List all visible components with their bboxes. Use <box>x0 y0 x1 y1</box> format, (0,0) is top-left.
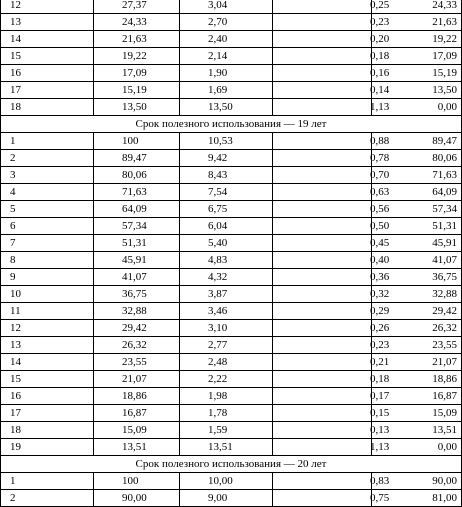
year-cell: 2 <box>1 490 94 507</box>
table-row <box>1 371 462 388</box>
table-row <box>1 201 462 218</box>
monthly-amount-cell: 0,23 <box>273 337 372 354</box>
year-cell: 16 <box>1 388 94 405</box>
year-cell: 15 <box>1 48 94 65</box>
year-cell: 1 <box>1 473 94 490</box>
year-cell: 4 <box>1 184 94 201</box>
table-row <box>1 405 462 422</box>
monthly-amount-cell: 0,88 <box>273 133 372 150</box>
start-value-cell: 27,37 <box>94 0 180 14</box>
table-row <box>1 269 462 286</box>
monthly-amount-cell: 0,63 <box>273 184 372 201</box>
start-value-cell: 15,19 <box>94 82 180 99</box>
table-row <box>1 218 462 235</box>
end-value-cell: 15,19 <box>372 65 462 82</box>
monthly-amount-cell: 0,32 <box>273 286 372 303</box>
annual-amount-cell: 9,42 <box>180 150 273 167</box>
monthly-amount-cell: 0,25 <box>273 0 372 14</box>
annual-amount-cell: 3,87 <box>180 286 273 303</box>
year-cell: 18 <box>1 422 94 439</box>
annual-amount-cell: 1,98 <box>180 388 273 405</box>
annual-amount-cell: 1,90 <box>180 65 273 82</box>
start-value-cell: 24,33 <box>94 14 180 31</box>
annual-amount-cell: 13,50 <box>180 99 273 116</box>
end-value-cell: 29,42 <box>372 303 462 320</box>
start-value-cell: 19,22 <box>94 48 180 65</box>
annual-amount-cell: 6,75 <box>180 201 273 218</box>
start-value-cell: 51,31 <box>94 235 180 252</box>
annual-amount-cell: 2,48 <box>180 354 273 371</box>
annual-amount-cell: 3,10 <box>180 320 273 337</box>
end-value-cell: 13,51 <box>372 422 462 439</box>
year-cell: 18 <box>1 99 94 116</box>
monthly-amount-cell: 0,16 <box>273 65 372 82</box>
end-value-cell: 0,00 <box>372 99 462 116</box>
annual-amount-cell: 9,00 <box>180 490 273 507</box>
year-cell: 15 <box>1 371 94 388</box>
monthly-amount-cell: 0,21 <box>273 354 372 371</box>
monthly-amount-cell: 0,78 <box>273 150 372 167</box>
table-row <box>1 184 462 201</box>
table-row <box>1 167 462 184</box>
year-cell: 12 <box>1 320 94 337</box>
start-value-cell: 100 <box>94 473 180 490</box>
start-value-cell: 32,88 <box>94 303 180 320</box>
end-value-cell: 51,31 <box>372 218 462 235</box>
year-cell: 11 <box>1 303 94 320</box>
end-value-cell: 81,00 <box>372 490 462 507</box>
table-row <box>1 235 462 252</box>
end-value-cell: 15,09 <box>372 405 462 422</box>
start-value-cell: 16,87 <box>94 405 180 422</box>
year-cell: 10 <box>1 286 94 303</box>
year-cell: 12 <box>1 0 94 14</box>
annual-amount-cell: 1,59 <box>180 422 273 439</box>
annual-amount-cell: 13,51 <box>180 439 273 456</box>
monthly-amount-cell: 0,56 <box>273 201 372 218</box>
monthly-amount-cell: 0,20 <box>273 31 372 48</box>
end-value-cell: 41,07 <box>372 252 462 269</box>
section-heading: Срок полезного использования — 20 лет <box>1 456 462 473</box>
end-value-cell: 90,00 <box>372 473 462 490</box>
monthly-amount-cell: 0,36 <box>273 269 372 286</box>
monthly-amount-cell: 0,17 <box>273 388 372 405</box>
monthly-amount-cell: 0,40 <box>273 252 372 269</box>
start-value-cell: 29,42 <box>94 320 180 337</box>
section-heading-row <box>1 116 462 133</box>
year-cell: 14 <box>1 31 94 48</box>
start-value-cell: 26,32 <box>94 337 180 354</box>
end-value-cell: 19,22 <box>372 31 462 48</box>
annual-amount-cell: 4,83 <box>180 252 273 269</box>
end-value-cell: 57,34 <box>372 201 462 218</box>
annual-amount-cell: 2,70 <box>180 14 273 31</box>
monthly-amount-cell: 0,50 <box>273 218 372 235</box>
monthly-amount-cell: 0,18 <box>273 371 372 388</box>
annual-amount-cell: 1,78 <box>180 405 273 422</box>
annual-amount-cell: 1,69 <box>180 82 273 99</box>
start-value-cell: 18,86 <box>94 388 180 405</box>
end-value-cell: 21,07 <box>372 354 462 371</box>
year-cell: 3 <box>1 167 94 184</box>
end-value-cell: 80,06 <box>372 150 462 167</box>
start-value-cell: 64,09 <box>94 201 180 218</box>
end-value-cell: 23,55 <box>372 337 462 354</box>
annual-amount-cell: 10,00 <box>180 473 273 490</box>
annual-amount-cell: 2,40 <box>180 31 273 48</box>
start-value-cell: 89,47 <box>94 150 180 167</box>
annual-amount-cell: 3,04 <box>180 0 273 14</box>
monthly-amount-cell: 0,18 <box>273 48 372 65</box>
year-cell: 19 <box>1 439 94 456</box>
year-cell: 1 <box>1 133 94 150</box>
start-value-cell: 15,09 <box>94 422 180 439</box>
annual-amount-cell: 5,40 <box>180 235 273 252</box>
end-value-cell: 36,75 <box>372 269 462 286</box>
table-row <box>1 150 462 167</box>
end-value-cell: 18,86 <box>372 371 462 388</box>
annual-amount-cell: 2,77 <box>180 337 273 354</box>
table-row <box>1 320 462 337</box>
annual-amount-cell: 8,43 <box>180 167 273 184</box>
start-value-cell: 57,34 <box>94 218 180 235</box>
table-row <box>1 490 462 507</box>
annual-amount-cell: 3,46 <box>180 303 273 320</box>
end-value-cell: 45,91 <box>372 235 462 252</box>
end-value-cell: 0,00 <box>372 439 462 456</box>
table-row <box>1 31 462 48</box>
annual-amount-cell: 2,14 <box>180 48 273 65</box>
section-heading-row <box>1 456 462 473</box>
year-cell: 2 <box>1 150 94 167</box>
start-value-cell: 80,06 <box>94 167 180 184</box>
start-value-cell: 90,00 <box>94 490 180 507</box>
annual-amount-cell: 4,32 <box>180 269 273 286</box>
table-row <box>1 0 462 14</box>
start-value-cell: 21,63 <box>94 31 180 48</box>
year-cell: 7 <box>1 235 94 252</box>
end-value-cell: 13,50 <box>372 82 462 99</box>
section-heading: Срок полезного использования — 19 лет <box>1 116 462 133</box>
table-row <box>1 286 462 303</box>
monthly-amount-cell: 0,13 <box>273 422 372 439</box>
start-value-cell: 17,09 <box>94 65 180 82</box>
table-row <box>1 354 462 371</box>
year-cell: 17 <box>1 405 94 422</box>
monthly-amount-cell: 0,14 <box>273 82 372 99</box>
start-value-cell: 36,75 <box>94 286 180 303</box>
annual-amount-cell: 2,22 <box>180 371 273 388</box>
table-body <box>1 0 462 507</box>
monthly-amount-cell: 0,83 <box>273 473 372 490</box>
table-row <box>1 65 462 82</box>
table-row <box>1 439 462 456</box>
year-cell: 14 <box>1 354 94 371</box>
monthly-amount-cell: 0,23 <box>273 14 372 31</box>
table-row <box>1 422 462 439</box>
year-cell: 8 <box>1 252 94 269</box>
year-cell: 13 <box>1 14 94 31</box>
start-value-cell: 23,55 <box>94 354 180 371</box>
year-cell: 5 <box>1 201 94 218</box>
year-cell: 17 <box>1 82 94 99</box>
monthly-amount-cell: 0,70 <box>273 167 372 184</box>
start-value-cell: 41,07 <box>94 269 180 286</box>
annual-amount-cell: 6,04 <box>180 218 273 235</box>
annual-amount-cell: 10,53 <box>180 133 273 150</box>
year-cell: 9 <box>1 269 94 286</box>
monthly-amount-cell: 0,15 <box>273 405 372 422</box>
end-value-cell: 89,47 <box>372 133 462 150</box>
year-cell: 13 <box>1 337 94 354</box>
end-value-cell: 71,63 <box>372 167 462 184</box>
annual-amount-cell: 7,54 <box>180 184 273 201</box>
end-value-cell: 16,87 <box>372 388 462 405</box>
table-row <box>1 337 462 354</box>
end-value-cell: 24,33 <box>372 0 462 14</box>
table-row <box>1 252 462 269</box>
year-cell: 16 <box>1 65 94 82</box>
monthly-amount-cell: 1,13 <box>273 439 372 456</box>
table-row <box>1 48 462 65</box>
end-value-cell: 17,09 <box>372 48 462 65</box>
monthly-amount-cell: 0,75 <box>273 490 372 507</box>
end-value-cell: 64,09 <box>372 184 462 201</box>
end-value-cell: 32,88 <box>372 286 462 303</box>
monthly-amount-cell: 0,45 <box>273 235 372 252</box>
monthly-amount-cell: 0,29 <box>273 303 372 320</box>
monthly-amount-cell: 0,26 <box>273 320 372 337</box>
start-value-cell: 13,50 <box>94 99 180 116</box>
year-cell: 6 <box>1 218 94 235</box>
table-row <box>1 388 462 405</box>
monthly-amount-cell: 1,13 <box>273 99 372 116</box>
start-value-cell: 21,07 <box>94 371 180 388</box>
start-value-cell: 13,51 <box>94 439 180 456</box>
table-row <box>1 303 462 320</box>
table-row <box>1 82 462 99</box>
end-value-cell: 26,32 <box>372 320 462 337</box>
start-value-cell: 71,63 <box>94 184 180 201</box>
table-row <box>1 133 462 150</box>
table-row <box>1 14 462 31</box>
table-row <box>1 473 462 490</box>
table-row <box>1 99 462 116</box>
start-value-cell: 100 <box>94 133 180 150</box>
start-value-cell: 45,91 <box>94 252 180 269</box>
end-value-cell: 21,63 <box>372 14 462 31</box>
